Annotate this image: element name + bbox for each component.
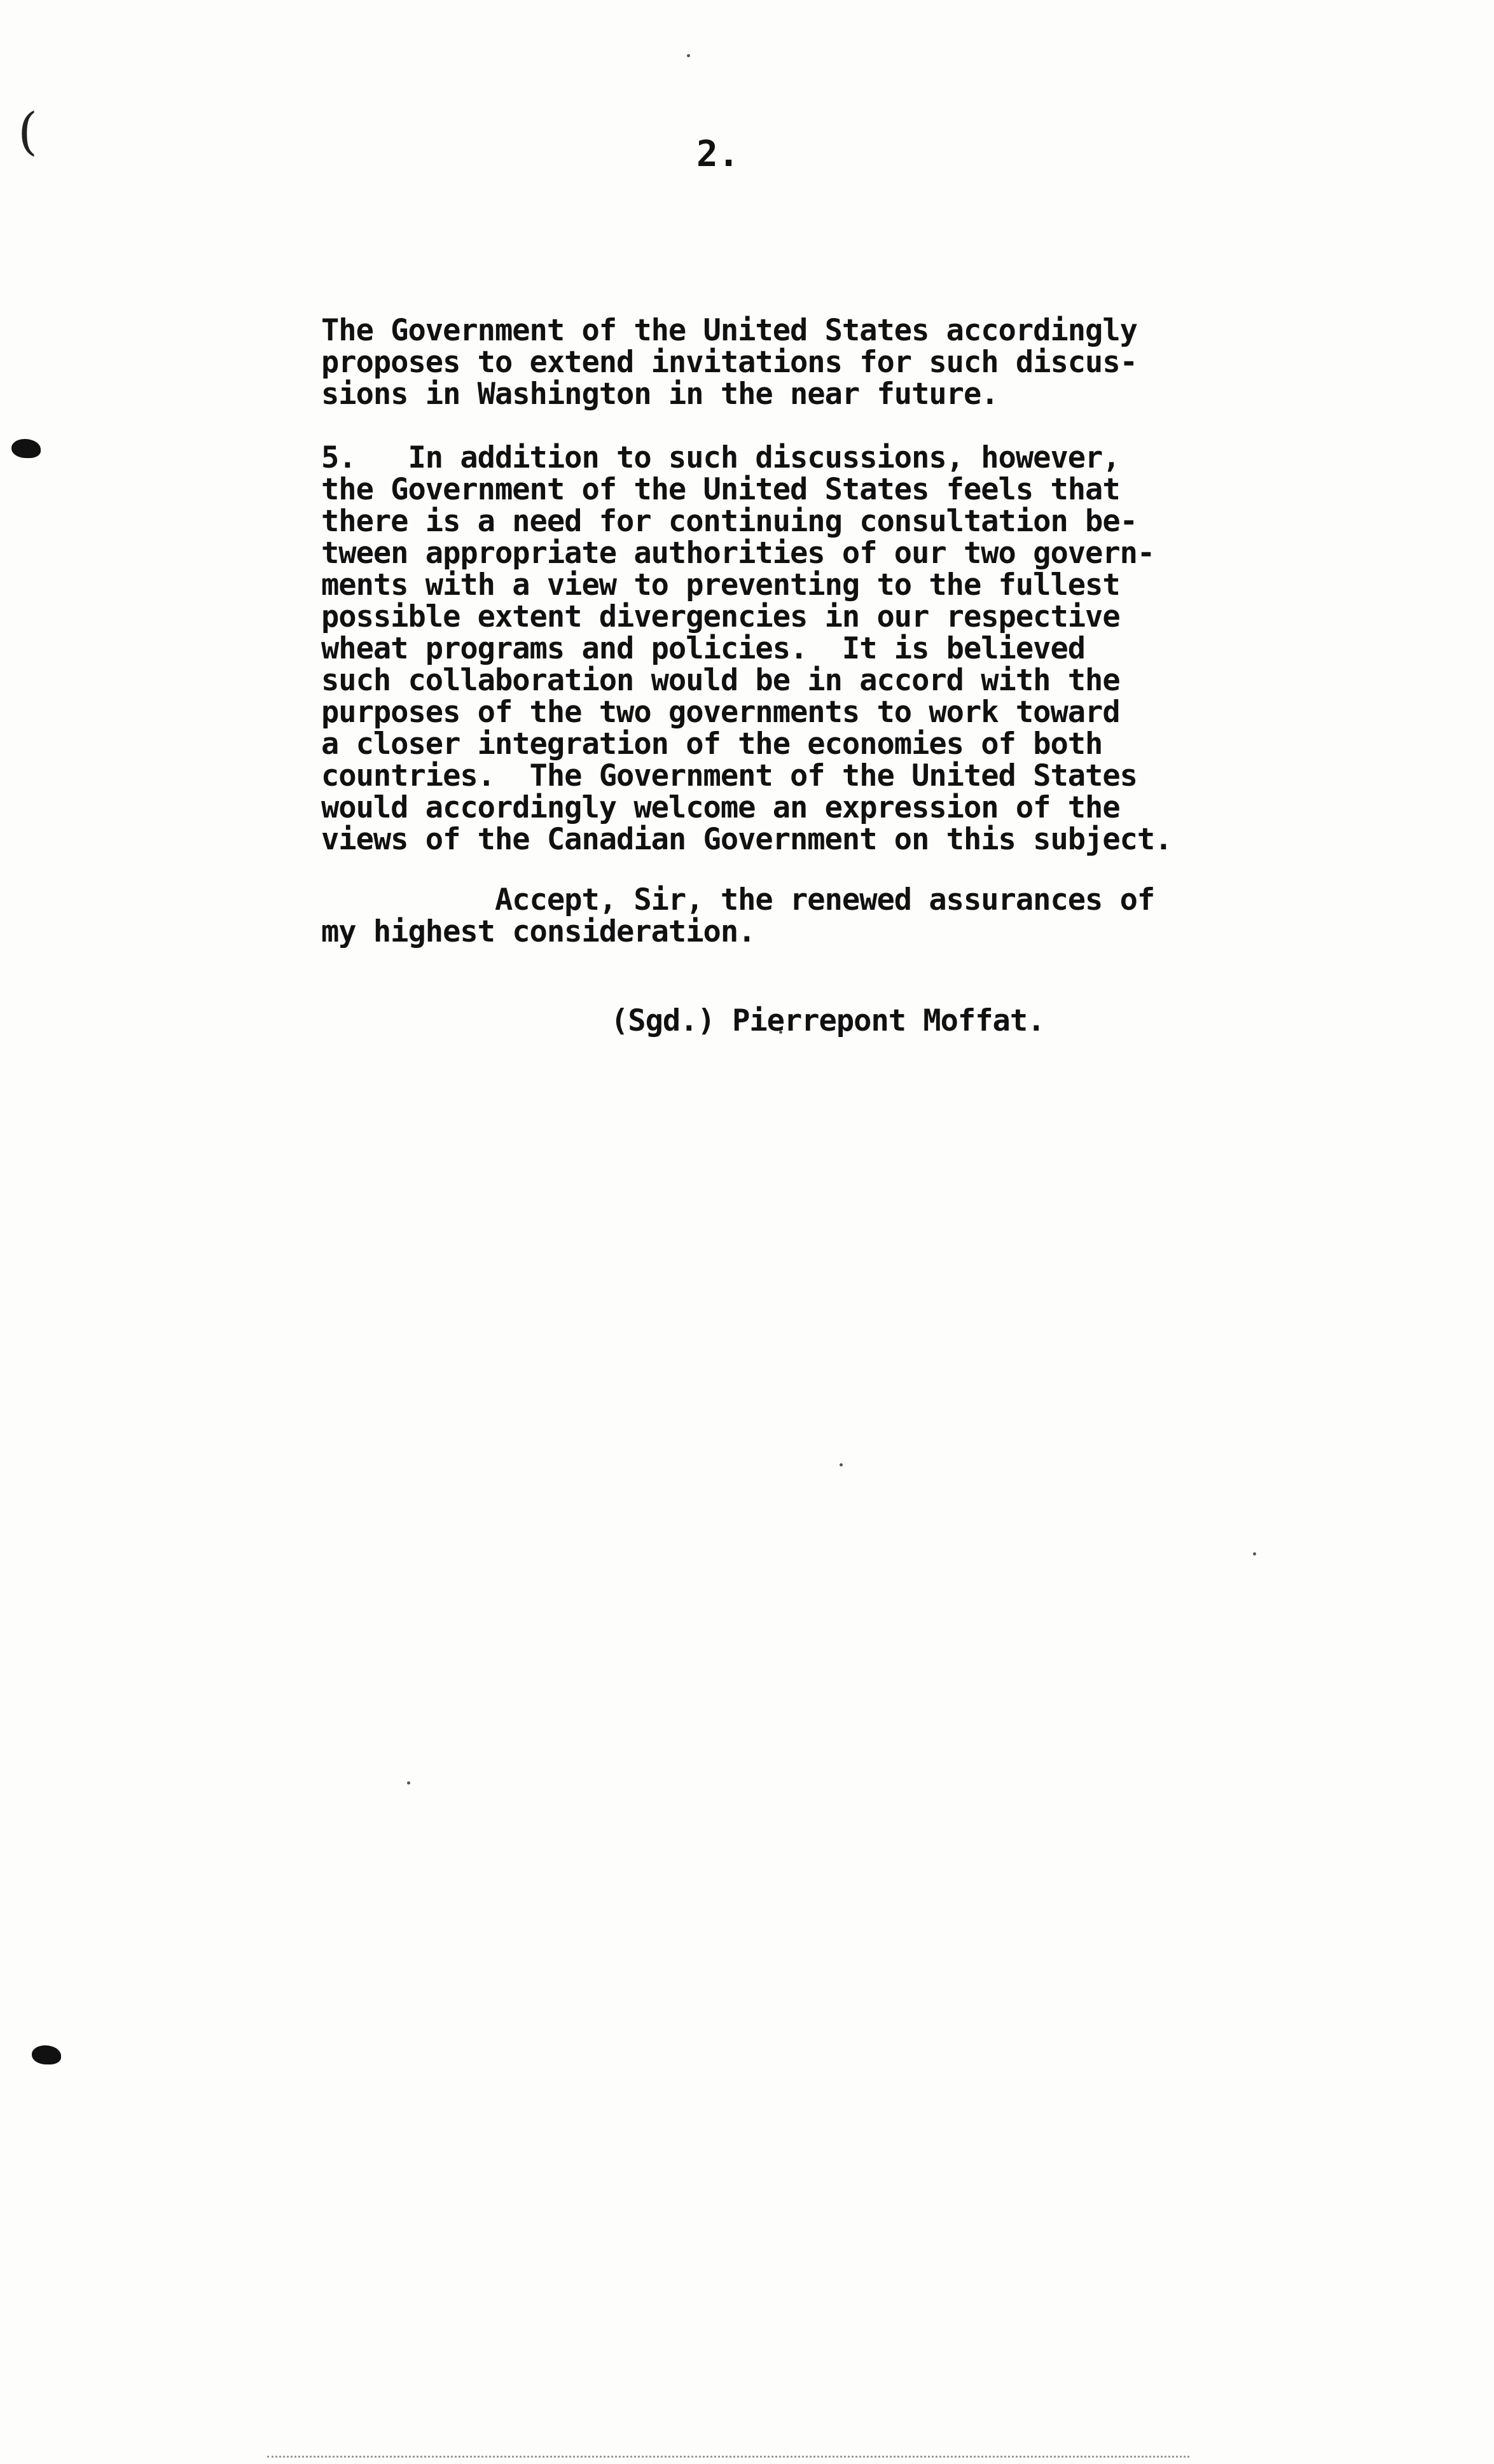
- paragraph-line: views of the Canadian Government on this subject.: [321, 822, 1172, 857]
- paragraph-line: sions in Washington in the near future.: [321, 377, 999, 412]
- paragraph-line: a closer integration of the economies of both: [321, 727, 1103, 762]
- closing-line: my highest consideration.: [321, 914, 756, 949]
- paragraph-line: wheat programs and policies. It is believed: [321, 631, 1086, 666]
- paper-speck: [407, 1781, 410, 1785]
- scan-edge-dots: [267, 2456, 1189, 2461]
- margin-bracket-mark: (: [18, 102, 38, 161]
- paragraph-line: 5. In addition to such discussions, however,: [321, 440, 1120, 475]
- paragraph-line: the Government of the United States feels that: [321, 472, 1120, 507]
- paragraph-line: countries. The Government of the United States: [321, 758, 1137, 793]
- paper-speck: [687, 54, 690, 57]
- paragraph-line: there is a need for continuing consultation be-: [321, 504, 1137, 539]
- paper-speck: [1253, 1552, 1256, 1556]
- closing-line: Accept, Sir, the renewed assurances of: [321, 882, 1155, 917]
- paragraph-line: tween appropriate authorities of our two govern-: [321, 536, 1155, 571]
- paragraph-line: proposes to extend invitations for such discus-: [321, 345, 1137, 380]
- paragraph-line: ments with a view to preventing to the fullest: [321, 567, 1120, 602]
- page-number: 2.: [696, 134, 740, 175]
- paper-speck: [840, 1463, 843, 1466]
- paragraph-line: The Government of the United States accordingly: [321, 313, 1137, 348]
- ink-blot-mark: [32, 2045, 61, 2064]
- paragraph-line: possible extent divergencies in our respective: [321, 599, 1120, 634]
- ink-blot-mark: [11, 439, 41, 458]
- paragraph-line: such collaboration would be in accord with the: [321, 663, 1120, 698]
- paragraph-line: would accordingly welcome an expression of the: [321, 790, 1120, 825]
- paragraph-line: purposes of the two governments to work toward: [321, 695, 1120, 730]
- signature: (Sgd.) Pierrepont Moffat.: [611, 1003, 1045, 1038]
